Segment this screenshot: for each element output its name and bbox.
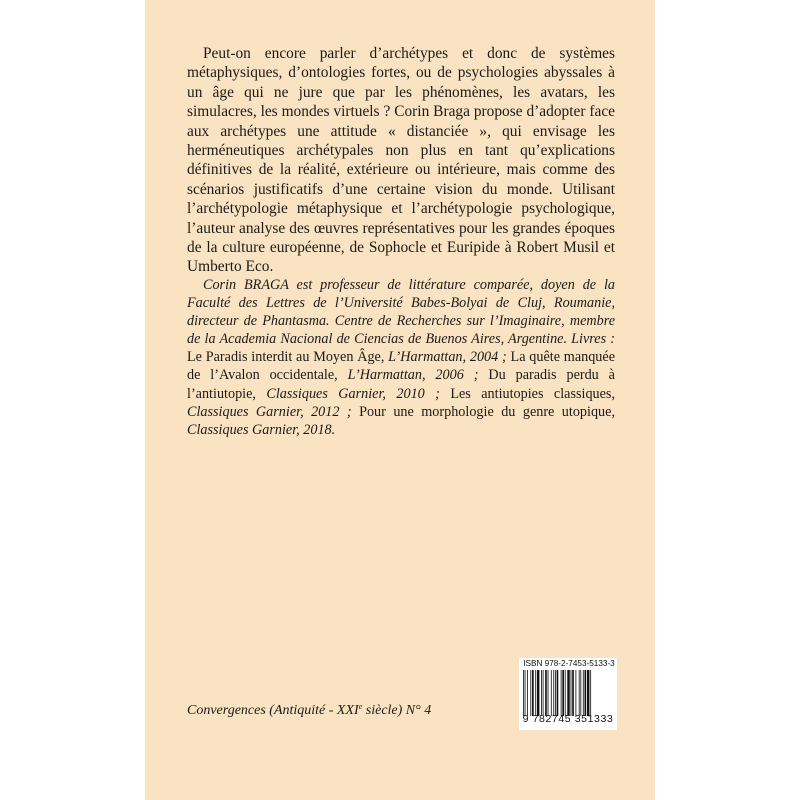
author-bio-intro: Corin BRAGA est professeur de littérature comparée, doyen de la Faculté des Lettres de l’Université Babes-Bolyai de Cluj, Roumanie, directeur de Phantasma. Centre de Recherches sur l’Imaginaire, membre de la Academia Nacional de Ciencias de Buenos Aires, Argentine. Livres : (187, 277, 615, 348)
barcode-bar (562, 670, 564, 716)
barcode-bar (585, 670, 587, 716)
barcode-bar (580, 670, 581, 716)
barcode-bar (551, 670, 552, 716)
barcode-bar (557, 670, 559, 716)
book-title: Pour une morphologie du genre utopique, (359, 403, 615, 420)
barcode-bar (590, 670, 591, 716)
barcode-bar (575, 670, 576, 716)
barcode-bar (553, 670, 554, 716)
book-publisher: Classiques Garnier, 2012 ; (187, 403, 352, 420)
book-publisher: Classiques Garnier, 2010 ; (266, 385, 440, 402)
author-bio (187, 276, 615, 439)
book-title: Les antiutopies classiques, (450, 385, 615, 402)
barcode-bar (567, 670, 569, 716)
series-title: Convergences (Antiquité - XXIe siècle) N° 4 (187, 702, 432, 718)
book-publisher: L’Harmattan, 2006 ; (347, 367, 479, 384)
barcode-bar (532, 670, 534, 716)
book-publisher: Classiques Garnier, 2018. (187, 421, 336, 438)
book-title: Du paradis perdu à l’antiutopie, (187, 367, 615, 402)
book-title: La quête manquée de l’Avalon occidentale, (187, 349, 615, 384)
barcode-bar (555, 670, 556, 716)
barcode-bar (527, 670, 528, 716)
barcode-bar (543, 670, 544, 716)
barcode-bar (545, 670, 547, 716)
barcode-bar (530, 670, 531, 716)
book-publisher: L’Harmattan, 2004 ; (388, 349, 507, 366)
isbn-label: ISBN 978-2-7453-5133-3 (523, 659, 615, 668)
barcode-digits: 9 782745 351333 (522, 713, 614, 725)
isbn-barcode (519, 658, 617, 730)
barcode-bar (579, 670, 580, 716)
barcode-bar (541, 670, 542, 716)
barcode-bars (523, 670, 615, 716)
barcode-bar (537, 670, 539, 716)
barcode-bar (583, 670, 584, 716)
book-title: Le Paradis interdit au Moyen Âge, (187, 349, 385, 366)
book-blurb: Peut-on encore parler d’archétypes et donc de systèmes métaphysiques, d’ontologies fortes, ou de psychologies abyssales à un âge qui ne jure que par les phénomènes, les avatars, les simulacres, les mondes virtuels ? Corin Braga propose d’adopter face aux archétypes une attitude « distanciée », qui envisage les herméneutiques archétypales non plus en tant qu’explications définitives de la réalité, extérieure ou intérieure, mais comme des scénarios justificatifs d’une certaine vision du monde. Utilisant l’archétypologie métaphysique et l’archétypologie psychologique, l’auteur analyse des œuvres représentatives pour les grandes époques de la culture européenne, de Sophocle et Euripide à Robert Musil et Umberto Eco. (187, 45, 615, 276)
barcode-bar (561, 670, 562, 716)
barcode-bar (525, 670, 526, 716)
barcode-bar (565, 670, 566, 716)
barcode-bar (548, 670, 549, 716)
barcode-bar (587, 670, 589, 716)
back-cover (145, 0, 655, 800)
barcode-bar (571, 670, 572, 716)
barcode-bar (572, 670, 574, 716)
barcode-bar (535, 670, 536, 716)
barcode-bar (523, 670, 524, 716)
